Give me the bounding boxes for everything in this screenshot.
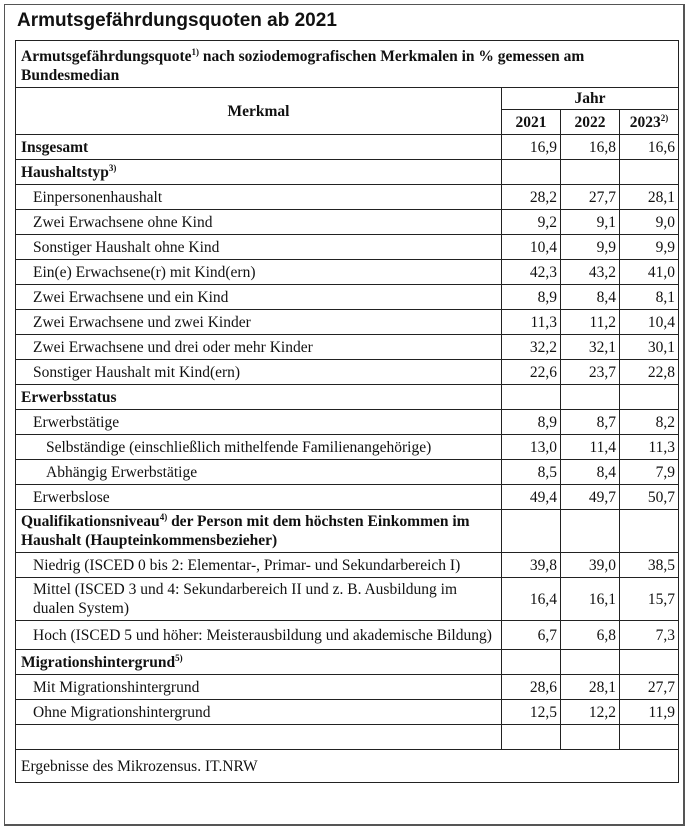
value-cell-2021: 28,2 — [502, 185, 561, 210]
value-cell-2023: 38,5 — [620, 553, 679, 578]
table-row — [16, 435, 679, 460]
header-jahr: Jahr — [502, 88, 679, 110]
row-label-text: Sonstiger Haushalt mit Kind(ern) — [33, 363, 241, 381]
footnote-marker: 5) — [175, 652, 183, 663]
row-label-text: Zwei Erwachsene und ein Kind — [33, 288, 229, 306]
table-row — [16, 210, 679, 235]
caption-text-rest: nach soziodemografischen Merkmalen in % gemessen am Bundesmedian — [21, 48, 585, 84]
value-cell-2023: 11,9 — [620, 700, 679, 725]
value-cell-2023: 16,6 — [620, 135, 679, 160]
table-row — [16, 335, 679, 360]
footnote-marker: 4) — [159, 512, 168, 522]
row-label-text: Abhängig Erwerbstätige — [46, 463, 198, 481]
value-cell-2023: 10,4 — [620, 310, 679, 335]
value-cell-2023: 8,1 — [620, 285, 679, 310]
value-cell-2021: 16,4 — [502, 578, 561, 621]
value-cell-2021: 49,4 — [502, 485, 561, 510]
row-label — [16, 260, 502, 285]
value-cell-2022: 28,1 — [561, 675, 620, 700]
caption-footnote: 1) — [191, 47, 200, 57]
row-label-text: Sonstiger Haushalt ohne Kind — [33, 238, 220, 256]
table-row — [16, 553, 679, 578]
table-row — [16, 460, 679, 485]
value-cell-2021: 16,9 — [502, 135, 561, 160]
row-label-text: Qualifikationsniveau — [21, 513, 160, 530]
row-label-text: Insgesamt — [21, 138, 89, 156]
row-label-text: Selbständige (einschließlich mithelfende Familienangehörige) — [46, 438, 432, 456]
row-label-text: Mit Migrationshintergrund — [33, 678, 200, 696]
value-cell-2023 — [620, 510, 679, 553]
value-cell-2023 — [620, 650, 679, 675]
row-label — [16, 160, 502, 185]
spacer-cell — [561, 725, 620, 750]
row-label-text: Erwerbslose — [33, 488, 110, 506]
row-label — [16, 185, 502, 210]
row-label — [16, 621, 502, 650]
row-label — [16, 700, 502, 725]
value-cell-2022: 9,1 — [561, 210, 620, 235]
value-cell-2022: 8,7 — [561, 410, 620, 435]
value-cell-2021: 13,0 — [502, 435, 561, 460]
header-year-2021: 2021 — [502, 110, 561, 135]
table-row — [16, 485, 679, 510]
value-cell-2023: 15,7 — [620, 578, 679, 621]
row-label-text: Erwerbsstatus — [21, 388, 117, 406]
table-body — [16, 135, 679, 725]
value-cell-2021: 9,2 — [502, 210, 561, 235]
table-row — [16, 260, 679, 285]
table-row — [16, 385, 679, 410]
row-label-text: Zwei Erwachsene und zwei Kinder — [33, 313, 251, 331]
table-row — [16, 700, 679, 725]
spacer-row — [16, 725, 679, 750]
row-label — [16, 360, 502, 385]
value-cell-2022: 49,7 — [561, 485, 620, 510]
row-label — [16, 410, 502, 435]
table-row — [16, 621, 679, 650]
value-cell-2022: 11,4 — [561, 435, 620, 460]
table-row — [16, 160, 679, 185]
row-label-text-rest: der Person mit dem höchsten Einkommen im Haushalt (Haupteinkommensbezieher) — [21, 513, 470, 549]
value-cell-2021: 6,7 — [502, 621, 561, 650]
value-cell-2021: 39,8 — [502, 553, 561, 578]
row-label-text: Ohne Migrationshintergrund — [33, 703, 211, 721]
value-cell-2021: 32,2 — [502, 335, 561, 360]
value-cell-2021: 8,9 — [502, 285, 561, 310]
poverty-rate-table — [15, 40, 679, 783]
spacer-cell — [502, 725, 561, 750]
row-label-text: Mittel (ISCED 3 und 4: Sekundarbereich II und z. B. Ausbildung im dualen System) — [33, 581, 458, 617]
table-row — [16, 285, 679, 310]
value-cell-2021: 28,6 — [502, 675, 561, 700]
value-cell-2023: 8,2 — [620, 410, 679, 435]
row-label-text: Niedrig (ISCED 0 bis 2: Elementar-, Primar- und Sekundarbereich I) — [33, 556, 461, 574]
value-cell-2021: 8,9 — [502, 410, 561, 435]
row-label-text: Ein(e) Erwachsene(r) mit Kind(ern) — [33, 263, 256, 281]
value-cell-2022: 8,4 — [561, 460, 620, 485]
value-cell-2021: 42,3 — [502, 260, 561, 285]
value-cell-2023: 9,9 — [620, 235, 679, 260]
value-cell-2022: 32,1 — [561, 335, 620, 360]
value-cell-2021: 10,4 — [502, 235, 561, 260]
value-cell-2021: 8,5 — [502, 460, 561, 485]
value-cell-2021: 12,5 — [502, 700, 561, 725]
year-2023-label: 2023 — [629, 113, 661, 131]
value-cell-2023 — [620, 385, 679, 410]
footnote-marker: 3) — [108, 162, 117, 173]
value-cell-2023: 30,1 — [620, 335, 679, 360]
value-cell-2022: 9,9 — [561, 235, 620, 260]
row-label — [16, 578, 502, 621]
table-row — [16, 310, 679, 335]
table-row — [16, 578, 679, 621]
spacer-cell — [620, 725, 679, 750]
row-label — [16, 510, 502, 553]
value-cell-2021 — [502, 160, 561, 185]
value-cell-2023: 9,0 — [620, 210, 679, 235]
table-row — [16, 650, 679, 675]
table-row — [16, 185, 679, 210]
value-cell-2022: 16,1 — [561, 578, 620, 621]
table-footer: Ergebnisse des Mikrozensus. IT.NRW — [16, 750, 679, 783]
caption-text: Armutsgefährdungsquote — [21, 48, 192, 65]
value-cell-2022: 23,7 — [561, 360, 620, 385]
row-label — [16, 235, 502, 260]
value-cell-2022: 39,0 — [561, 553, 620, 578]
value-cell-2022: 6,8 — [561, 621, 620, 650]
value-cell-2022: 8,4 — [561, 285, 620, 310]
value-cell-2023: 11,3 — [620, 435, 679, 460]
year-2023-footnote: 2) — [660, 112, 669, 123]
value-cell-2023 — [620, 160, 679, 185]
value-cell-2022 — [561, 385, 620, 410]
value-cell-2021: 22,6 — [502, 360, 561, 385]
value-cell-2023: 27,7 — [620, 675, 679, 700]
row-label — [16, 135, 502, 160]
page-title: Armutsgefährdungsquoten ab 2021 — [17, 10, 337, 31]
header-year-2022: 2022 — [561, 110, 620, 135]
value-cell-2022: 12,2 — [561, 700, 620, 725]
row-label — [16, 335, 502, 360]
value-cell-2022: 16,8 — [561, 135, 620, 160]
header-year-2023 — [620, 110, 679, 135]
value-cell-2022 — [561, 650, 620, 675]
row-label-text: Migrationshintergrund — [21, 653, 176, 671]
value-cell-2021 — [502, 650, 561, 675]
value-cell-2023: 50,7 — [620, 485, 679, 510]
spacer-cell — [16, 725, 502, 750]
row-label — [16, 460, 502, 485]
table-row — [16, 510, 679, 553]
table-row — [16, 135, 679, 160]
row-label-text: Zwei Erwachsene und drei oder mehr Kinder — [33, 338, 313, 356]
header-merkmal: Merkmal — [16, 88, 502, 135]
value-cell-2023: 7,9 — [620, 460, 679, 485]
table-caption — [16, 41, 679, 88]
value-cell-2021 — [502, 385, 561, 410]
row-label — [16, 675, 502, 700]
row-label — [16, 310, 502, 335]
value-cell-2021 — [502, 510, 561, 553]
value-cell-2023: 22,8 — [620, 360, 679, 385]
row-label-text: Einpersonenhaushalt — [33, 188, 163, 206]
value-cell-2023: 7,3 — [620, 621, 679, 650]
value-cell-2022: 27,7 — [561, 185, 620, 210]
row-label-text: Haushaltstyp — [21, 163, 109, 181]
table-row — [16, 675, 679, 700]
row-label — [16, 485, 502, 510]
value-cell-2021: 11,3 — [502, 310, 561, 335]
value-cell-2022 — [561, 510, 620, 553]
value-cell-2022 — [561, 160, 620, 185]
value-cell-2023: 41,0 — [620, 260, 679, 285]
row-label — [16, 285, 502, 310]
table-row — [16, 360, 679, 385]
value-cell-2022: 43,2 — [561, 260, 620, 285]
row-label — [16, 385, 502, 410]
row-label-text: Erwerbstätige — [33, 413, 120, 431]
row-label — [16, 650, 502, 675]
row-label — [16, 210, 502, 235]
row-label-text: Hoch (ISCED 5 und höher: Meisterausbildung und akademische Bildung) — [33, 626, 492, 644]
table-row — [16, 410, 679, 435]
table-row — [16, 235, 679, 260]
value-cell-2022: 11,2 — [561, 310, 620, 335]
row-label — [16, 553, 502, 578]
row-label — [16, 435, 502, 460]
value-cell-2023: 28,1 — [620, 185, 679, 210]
row-label-text: Zwei Erwachsene ohne Kind — [33, 213, 213, 231]
